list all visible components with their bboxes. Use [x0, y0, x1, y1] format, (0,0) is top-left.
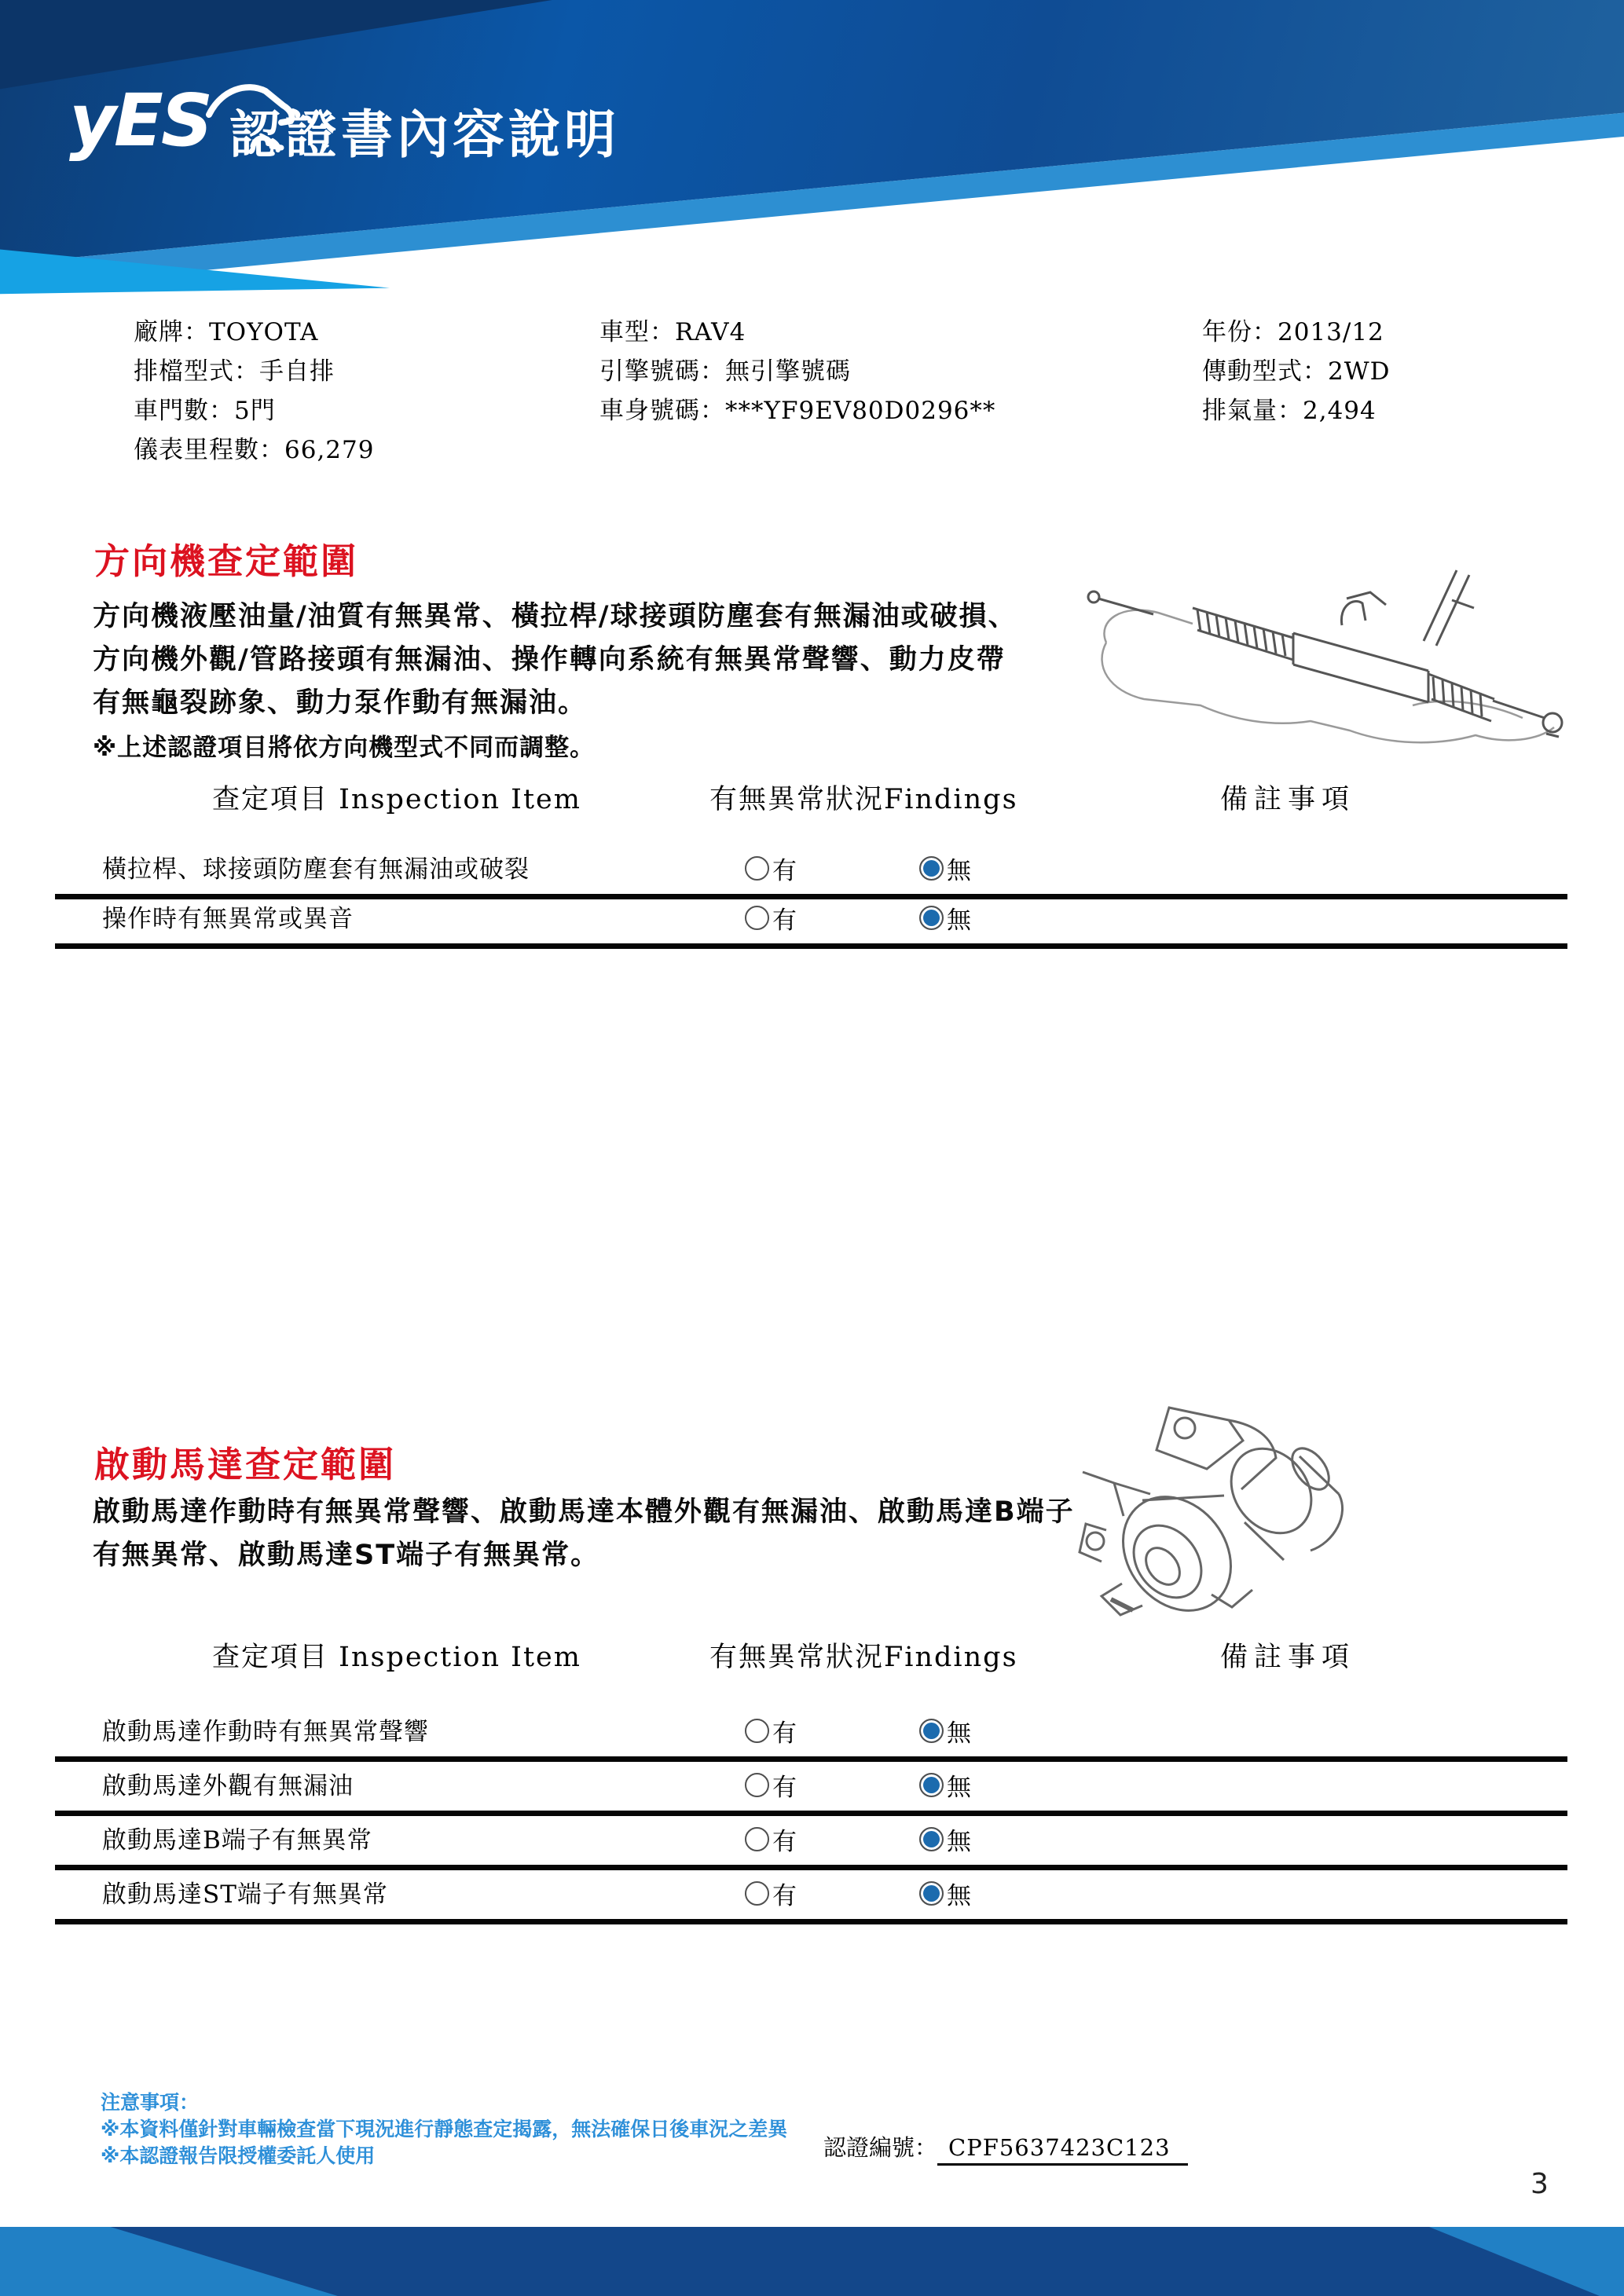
inspection-item-label: 啟動馬達B端子有無異常	[102, 1826, 372, 1855]
option-yes-label: 有	[772, 906, 797, 935]
info-line: 排氣量：2,494	[1202, 397, 1377, 425]
option-yes	[745, 900, 797, 936]
notice-title: 注意事項：	[101, 2091, 200, 2114]
option-no-label: 無	[947, 1719, 971, 1748]
section-description-steering	[93, 595, 1017, 725]
radio-no[interactable]	[919, 1773, 944, 1797]
info-line: 車門數：5門	[134, 397, 276, 425]
table-row	[55, 899, 1567, 949]
option-no-label: 無	[947, 906, 971, 935]
option-yes	[745, 851, 797, 886]
radio-yes[interactable]	[745, 1881, 769, 1906]
section-title-steering: 方向機查定範圍	[94, 540, 359, 582]
steering-rack-image	[1083, 548, 1579, 751]
table-row	[55, 1681, 1567, 1762]
column-header-remark: 備註事項	[1220, 1642, 1356, 1673]
option-no-label: 無	[947, 1774, 971, 1802]
radio-yes[interactable]	[745, 1719, 769, 1743]
option-no	[919, 900, 971, 936]
inspection-item-label: 啟動馬達外觀有無漏油	[102, 1772, 354, 1800]
inspection-table-steering	[55, 778, 1567, 949]
info-line: 儀表里程數：66,279	[134, 436, 375, 464]
column-header-remark: 備註事項	[1220, 784, 1356, 815]
option-yes	[745, 1822, 797, 1857]
footer-band-dark	[0, 2227, 1624, 2296]
radio-yes[interactable]	[745, 1773, 769, 1797]
radio-yes[interactable]	[745, 856, 769, 881]
info-line: 車身號碼：***YF9EV80D0296**	[599, 397, 996, 425]
option-yes	[745, 1713, 797, 1749]
column-header-item: 查定項目 Inspection Item	[212, 784, 581, 815]
info-line: 廠牌：TOYOTA	[134, 318, 319, 346]
certificate-number	[823, 2130, 1188, 2162]
starter-motor-image	[1075, 1397, 1364, 1626]
info-line: 引擎號碼：無引擎號碼	[599, 357, 851, 386]
option-yes-label: 有	[772, 1828, 797, 1856]
vehicle-info-column-2	[599, 313, 995, 430]
notice-block	[101, 2089, 787, 2170]
option-yes	[745, 1876, 797, 1911]
column-header-findings: 有無異常狀況Findings	[709, 1642, 1018, 1673]
radio-no[interactable]	[919, 1827, 944, 1851]
description-line: 方向機液壓油量/油質有無異常、橫拉桿/球接頭防塵套有無漏油或破損、	[93, 601, 1017, 632]
inspection-table-starter	[55, 1635, 1567, 1924]
notice-line: ※本認證報告限授權委託人使用	[101, 2144, 376, 2167]
header-banner	[0, 0, 1624, 297]
inspection-item-label: 啟動馬達ST端子有無異常	[102, 1880, 388, 1909]
page-number: 3	[1531, 2168, 1549, 2200]
option-no-label: 無	[947, 1882, 971, 1910]
option-yes	[745, 1767, 797, 1803]
option-yes-label: 有	[772, 1719, 797, 1748]
vehicle-info-column-3	[1202, 313, 1390, 430]
column-header-item: 查定項目 Inspection Item	[212, 1642, 581, 1673]
certificate-number-value: CPF5637423C123	[937, 2134, 1188, 2166]
certificate-number-label: 認證編號：	[823, 2134, 938, 2161]
table-row	[55, 1816, 1567, 1870]
option-yes-label: 有	[772, 1882, 797, 1910]
description-line: 啟動馬達作動時有無異常聲響、啟動馬達本體外觀有無漏油、啟動馬達B端子	[93, 1496, 1075, 1528]
radio-yes[interactable]	[745, 906, 769, 930]
option-no	[919, 1767, 971, 1803]
table-row	[55, 823, 1567, 899]
footer-banner	[0, 2227, 1624, 2296]
section-note-steering: ※上述認證項目將依方向機型式不同而調整。	[93, 734, 596, 762]
option-no	[919, 1822, 971, 1857]
yes-logo-text: yES	[69, 79, 211, 163]
info-line: 年份：2013/12	[1202, 318, 1384, 346]
notice-line: ※本資料僅針對車輛檢查當下現況進行靜態查定揭露，無法確保日後車況之差異	[101, 2118, 788, 2140]
radio-no[interactable]	[919, 906, 944, 930]
inspection-item-label: 操作時有無異常或異音	[102, 905, 354, 933]
radio-yes[interactable]	[745, 1827, 769, 1851]
page-title: 認證書內容說明	[229, 104, 620, 165]
table-row	[55, 1870, 1567, 1924]
radio-no[interactable]	[919, 1719, 944, 1743]
radio-no[interactable]	[919, 1881, 944, 1906]
option-no	[919, 1713, 971, 1749]
section-title-starter: 啟動馬達查定範圍	[94, 1444, 397, 1485]
column-header-findings: 有無異常狀況Findings	[709, 784, 1018, 815]
description-line: 有無龜裂跡象、動力泵作動有無漏油。	[93, 687, 588, 719]
description-line: 方向機外觀/管路接頭有無漏油、操作轉向系統有無異常聲響、動力皮帶	[93, 644, 1006, 676]
info-line: 車型：RAV4	[599, 318, 746, 346]
option-no-label: 無	[947, 857, 971, 885]
inspection-item-label: 橫拉桿、球接頭防塵套有無漏油或破裂	[102, 855, 530, 884]
option-yes-label: 有	[772, 857, 797, 885]
option-yes-label: 有	[772, 1774, 797, 1802]
inspection-item-label: 啟動馬達作動時有無異常聲響	[102, 1718, 429, 1746]
table-header-row	[55, 1635, 1567, 1681]
option-no	[919, 851, 971, 886]
vehicle-info-column-1	[134, 313, 374, 470]
option-no	[919, 1876, 971, 1911]
info-line: 傳動型式：2WD	[1202, 357, 1391, 386]
option-no-label: 無	[947, 1828, 971, 1856]
table-row	[55, 1762, 1567, 1816]
table-header-row	[55, 778, 1567, 823]
description-line: 有無異常、啟動馬達ST端子有無異常。	[93, 1540, 600, 1571]
radio-no[interactable]	[919, 856, 944, 881]
section-description-starter	[93, 1491, 1075, 1577]
info-line: 排檔型式：手自排	[134, 357, 335, 386]
